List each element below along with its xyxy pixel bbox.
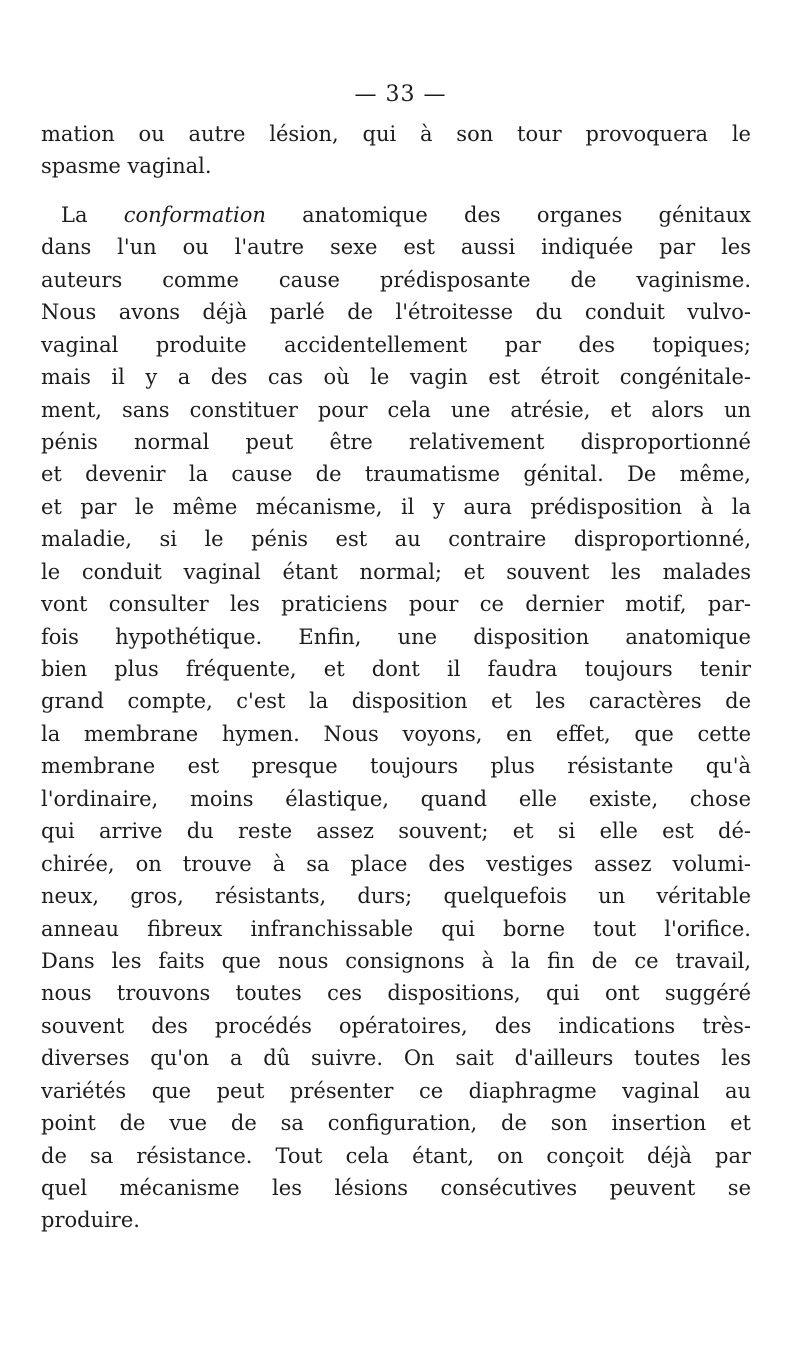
paragraph <box>41 118 751 183</box>
text-line: Dans les faits que nous consignons à la fin de ce travail, <box>41 948 751 973</box>
text-line: Nous avons déjà parlé de l'étroitesse du conduit vulvo- <box>41 300 751 325</box>
text-line: et par le même mécanisme, il y aura prédisposition à la <box>41 494 751 519</box>
text-line: et devenir la cause de traumatisme génital. De même, <box>41 462 751 487</box>
text-line: nous trouvons toutes ces dispositions, qui ont suggéré <box>41 981 751 1006</box>
text-line: neux, gros, résistants, durs; quelquefois un véritable <box>41 884 751 909</box>
text-line: spasme vaginal. <box>41 154 212 179</box>
text-line: souvent des procédés opératoires, des indications très- <box>41 1013 751 1038</box>
text-line: mais il y a des cas où le vagin est étroit congénitale- <box>41 365 751 390</box>
text-line: mation ou autre lésion, qui à son tour provoquera le <box>41 122 751 146</box>
paragraph-gap <box>41 183 751 199</box>
text-line: pénis normal peut être relativement disproportionné <box>41 429 751 454</box>
text-line: quel mécanisme les lésions consécutives peuvent se <box>41 1176 751 1200</box>
text-line: diverses qu'on a dû suivre. On sait d'ailleurs toutes les <box>41 1046 751 1071</box>
text-line: de sa résistance. Tout cela étant, on conçoit déjà par <box>41 1143 751 1168</box>
text-line: dans l'un ou l'autre sexe est aussi indiquée par les <box>41 235 751 260</box>
text-line: auteurs comme cause prédisposante de vaginisme. <box>41 267 751 292</box>
text-line: le conduit vaginal étant normal; et souvent les malades <box>41 559 751 584</box>
paragraph <box>41 199 751 1237</box>
emphasized-word: conformation <box>123 202 266 227</box>
text-line: bien plus fréquente, et dont il faudra toujours tenir <box>41 657 751 681</box>
text-line: maladie, si le pénis est au contraire disproportionné, <box>41 527 751 552</box>
text-line: vaginal produite accidentellement par des topiques; <box>41 332 751 357</box>
text-line: fois hypothétique. Enfin, une disposition anatomique <box>41 624 751 649</box>
text-line: l'ordinaire, moins élastique, quand elle existe, chose <box>41 786 751 811</box>
text-line: grand compte, c'est la disposition et les caractères de <box>41 689 751 714</box>
text-line: La conformation anatomique des organes génitaux <box>61 202 751 227</box>
text-line: variétés que peut présenter ce diaphragme vaginal au <box>41 1078 751 1103</box>
text-line: membrane est presque toujours plus résistante qu'à <box>41 754 751 779</box>
text-line: chirée, on trouve à sa place des vestiges assez volumi- <box>41 851 751 876</box>
text-line: la membrane hymen. Nous voyons, en effet, que cette <box>41 721 751 746</box>
text-line: produire. <box>41 1208 140 1233</box>
text-line: point de vue de sa configuration, de son insertion et <box>41 1111 751 1136</box>
text-line: qui arrive du reste assez souvent; et si elle est dé- <box>41 819 751 844</box>
text-line: vont consulter les praticiens pour ce dernier motif, par- <box>41 592 751 617</box>
text-line: ment, sans constituer pour cela une atrésie, et alors un <box>41 397 751 422</box>
text-block <box>41 118 751 1237</box>
text-line: anneau fibreux infranchissable qui borne tout l'orifice. <box>41 916 751 941</box>
page-number: — 33 — <box>354 82 447 107</box>
